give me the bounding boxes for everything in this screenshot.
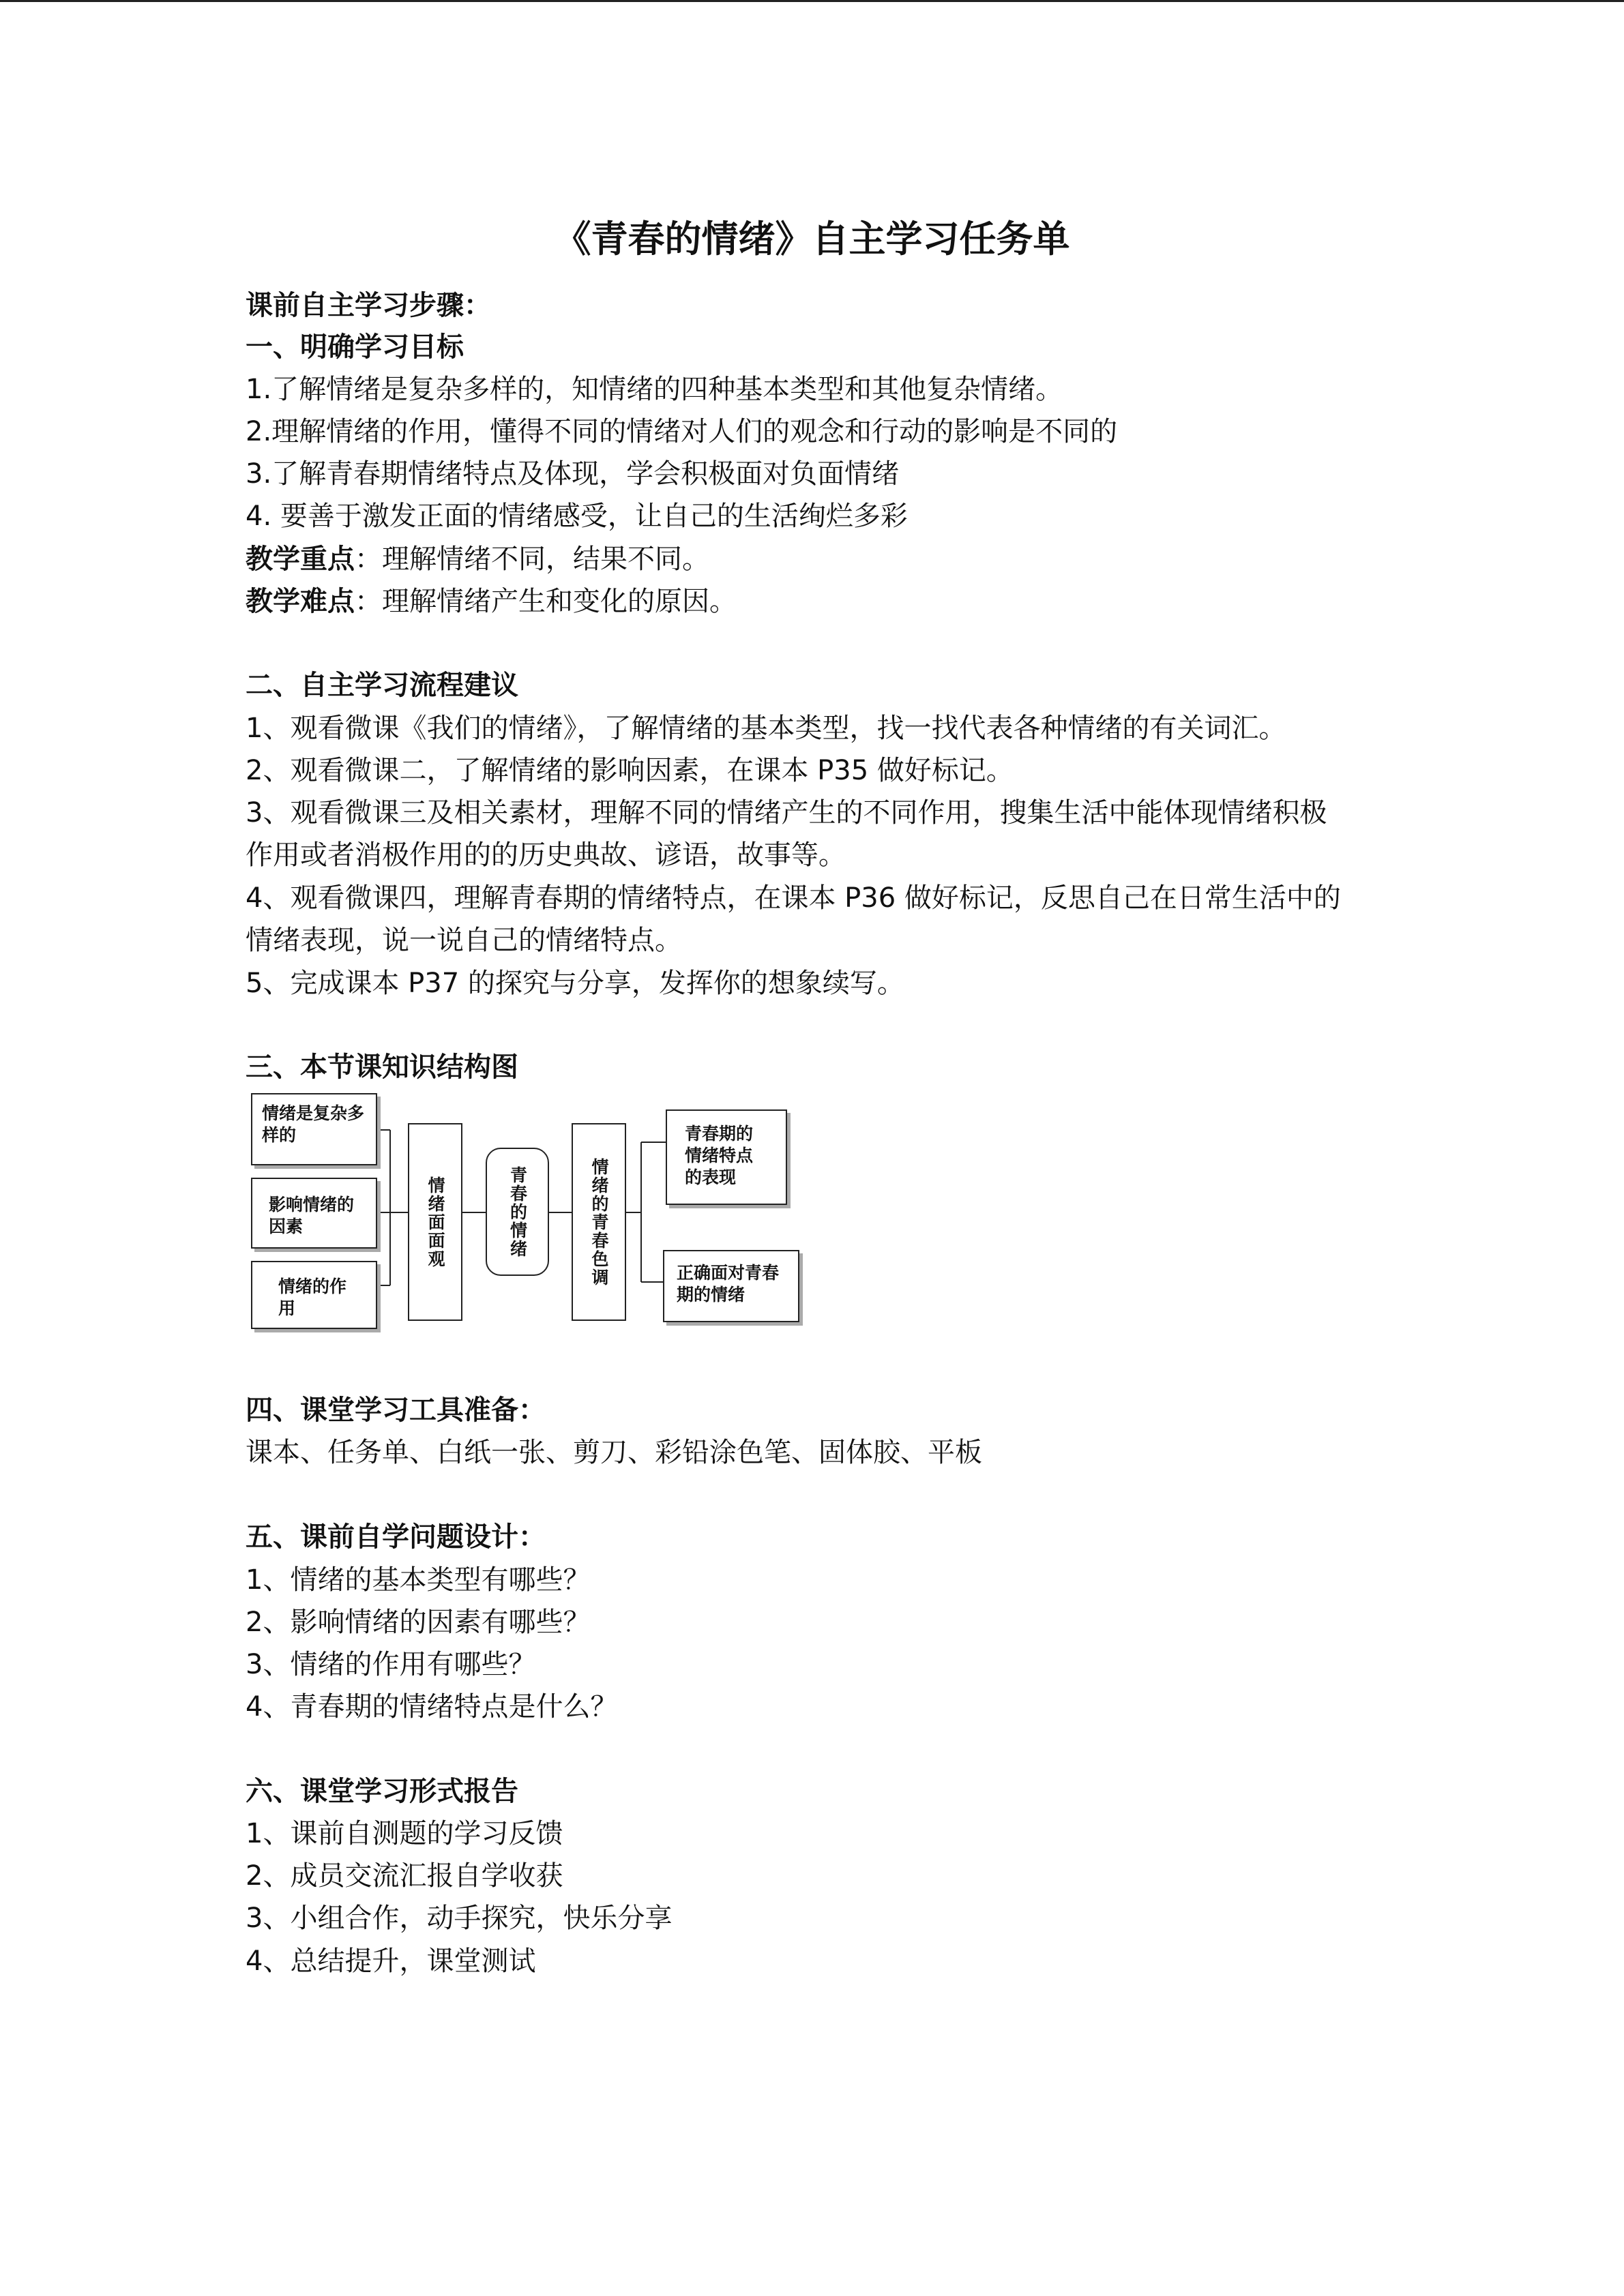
flow-line: 2、观看微课二，了解情绪的影响因素，在课本 P35 做好标记。 [246, 755, 1014, 786]
teaching-difficulty [246, 582, 1391, 621]
document-title: 《青春的情绪》自主学习任务单 [554, 218, 1070, 260]
section1-heading: 一、明确学习目标 [246, 331, 464, 363]
diagram-box-face-emotions: 正确面对青春期的情绪 [663, 1250, 799, 1322]
flow-line: 1、观看微课《我们的情绪》，了解情绪的基本类型，找一找代表各种情绪的有关词汇。 [246, 713, 1286, 744]
flow-line: 4、观看微课四，理解青春期的情绪特点，在课本 P36 做好标记，反思自己在日常生活中的 [246, 882, 1341, 914]
tools-list: 课本、任务单、白纸一张、剪刀、彩铅涂色笔、固体胶、平板 [246, 1437, 982, 1468]
diagram-box-emotion-role: 情绪的作用 [251, 1261, 377, 1329]
report-item: 4、总结提升，课堂测试 [246, 1945, 536, 1977]
question-item: 1、情绪的基本类型有哪些？ [246, 1564, 591, 1596]
section2-heading: 二、自主学习流程建议 [246, 670, 518, 701]
key-point-text: ：理解情绪不同，结果不同。 [355, 543, 709, 575]
knowledge-structure-diagram [246, 1088, 812, 1335]
diagram-center-topic: 青春的情绪 [486, 1148, 549, 1276]
diagram-box-youth-tone: 情绪的青春色调 [572, 1123, 626, 1321]
diagram-box-emotion-complex: 情绪是复杂多样的 [251, 1093, 377, 1165]
flow-line: 情绪表现，说一说自己的情绪特点。 [246, 925, 682, 956]
key-point-label: 教学重点 [246, 543, 355, 575]
difficulty-label: 教学难点 [246, 586, 355, 617]
report-item: 1、课前自测题的学习反馈 [246, 1818, 563, 1849]
teaching-key-point [246, 540, 1391, 578]
diagram-box-youth-features: 青春期的情绪特点的表现 [666, 1109, 787, 1205]
section5-heading: 五、课前自学问题设计： [246, 1521, 546, 1553]
flow-line: 3、观看微课三及相关素材，理解不同的情绪产生的不同作用，搜集生活中能体现情绪积极 [246, 797, 1327, 829]
goal-item: 2.理解情绪的作用，懂得不同的情绪对人们的观念和行动的影响是不同的 [246, 416, 1118, 447]
flow-line: 5、完成课本 P37 的探究与分享，发挥你的想象续写。 [246, 968, 904, 999]
report-item: 3、小组合作，动手探究，快乐分享 [246, 1903, 673, 1934]
question-item: 3、情绪的作用有哪些？ [246, 1649, 536, 1680]
difficulty-text: ：理解情绪产生和变化的原因。 [355, 586, 737, 617]
goal-item: 4. 要善于激发正面的情绪感受，让自己的生活绚烂多彩 [246, 501, 908, 532]
section3-heading: 三、本节课知识结构图 [246, 1052, 518, 1083]
section6-heading: 六、课堂学习形式报告 [246, 1776, 518, 1807]
question-item: 4、青春期的情绪特点是什么？ [246, 1691, 618, 1723]
diagram-box-influence-factors: 影响情绪的因素 [251, 1178, 377, 1249]
section4-heading: 四、课堂学习工具准备： [246, 1395, 546, 1426]
flow-line: 作用或者消极作用的的历史典故、谚语，故事等。 [246, 839, 846, 871]
goal-item: 1.了解情绪是复杂多样的，知情绪的四种基本类型和其他复杂情绪。 [246, 374, 1063, 405]
question-item: 2、影响情绪的因素有哪些？ [246, 1607, 591, 1638]
goal-item: 3.了解青春期情绪特点及体现，学会积极面对负面情绪 [246, 458, 900, 490]
report-item: 2、成员交流汇报自学收获 [246, 1860, 563, 1892]
diagram-box-emotion-overview: 情绪面面观 [408, 1123, 462, 1321]
intro-heading: 课前自主学习步骤： [246, 290, 491, 321]
